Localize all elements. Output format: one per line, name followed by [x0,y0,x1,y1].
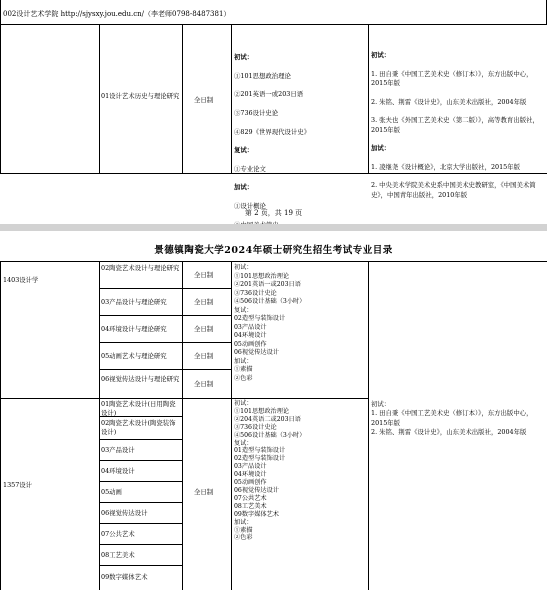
study-mode: 全日制 [194,352,214,360]
program-code-1357: 1357设计 [3,481,33,489]
major-name: 03产品设计 [101,446,135,454]
exam-item: ①101思想政治理论 [234,71,291,80]
school-row-text: 002设计艺术学院 http://sjysxy.jou.edu.cn/（李老师0798-8487381） [3,10,231,18]
major-name: 07公共艺术 [101,530,135,538]
major-name: 03产品设计与理论研究 [101,298,167,306]
exam-item: ④829《世界现代设计史》 [234,127,311,136]
refs-heading-extra: 加试： [371,144,391,153]
major-name: 06视觉传达设计 [101,509,148,517]
study-mode: 全日制 [194,298,214,306]
exam-item: ②201英语一或203日语 [234,90,304,99]
ref-item: 2. 中央美术学院美术史系中国美术史教研室，《中国美术简史》，中国青年出版社，2010年版 [371,181,536,199]
exam-heading-extra: 加试： [234,183,254,192]
exam-item: ③736设计史论 [234,109,279,118]
study-mode: 全日制 [194,271,214,279]
empty-code-cell [0,24,100,174]
major-name: 02陶瓷艺术设计与理论研究 [101,264,180,272]
study-mode: 全日制 [194,325,214,333]
major-name: 06视觉传达设计与理论研究 [101,375,180,383]
major-name: 05动画 [101,488,122,496]
ref-item: 1. 田自秉《中国工艺美术史（修订本）》，东方出版中心，2015年版 [371,69,533,88]
major-name: 01设计艺术历史与理论研究 [101,92,180,100]
program-code-1403: 1403设计学 [3,276,39,284]
major-name: 08工艺美术 [101,551,135,559]
exam-item: ①专业论文 [234,164,266,173]
exam-heading-retest: 复试： [234,146,254,155]
page-separator [0,224,547,231]
page-footer: 第 2 页，共 19 页 [244,209,303,217]
exam-subjects-1403: 初试： ①101思想政治理论 ②201英语一或203日语 ③736设计史论 ④506设计基础（3小时） 复试： 02造型与装饰设计 03产品设计 04环境设计 05动画创作 06视觉传达设计 加试： ①素描 ②色彩 [234,264,306,382]
major-name: 01陶瓷艺术设计(日用陶瓷设计) [101,400,176,418]
ref-item: 2. 朱铭、荆雷《设计史》，山东美术出版社，2004年版 [371,97,527,106]
refs-heading-initial: 初试： [371,51,391,60]
code-cell-1357 [0,398,100,590]
major-name: 09数字媒体艺术 [101,573,148,581]
study-mode: 全日制 [194,488,214,496]
major-name: 04环境设计 [101,467,135,475]
study-mode: 全日制 [194,380,214,388]
exam-item: ①设计概论 [234,202,266,211]
reference-books: 初试： 1. 田自秉《中国工艺美术史（修订本）》，东方出版中心，2015年版 2. 朱铭、荆雷《设计史》，山东美术出版社，2004年版 [371,400,533,436]
exam-subjects-1357: 初试： ①101思想政治理论 ②204英语二或203日语 ③736设计史论 ④506设计基础（3小时） 复试： 01造型与装饰设计 02造型与装饰设计 03产品设计 04环境设计 05动画创作 06视觉传达设计 07公共艺术 08工艺美术 09数字媒体艺术 加试： ①素描 ②色彩 [234,400,306,542]
reference-books [371,42,543,209]
ref-item: 3. 张夫也《外国工艺美术史（第二版）》，高等教育出版社，2015年版 [371,116,539,134]
major-name: 05动画艺术与理论研究 [101,352,167,360]
major-name: 04环境设计与理论研究 [101,325,167,333]
exam-heading-initial: 初试： [234,53,254,62]
page-title: 景德镇陶瓷大学2024年硕士研究生招生考试专业目录 [154,245,393,256]
study-mode: 全日制 [194,96,214,104]
major-name: 02陶瓷艺术设计(陶瓷装饰设计) [101,419,176,437]
ref-item: 1. 凌继尧《设计概论》，北京大学出版社，2015年版 [371,162,521,171]
